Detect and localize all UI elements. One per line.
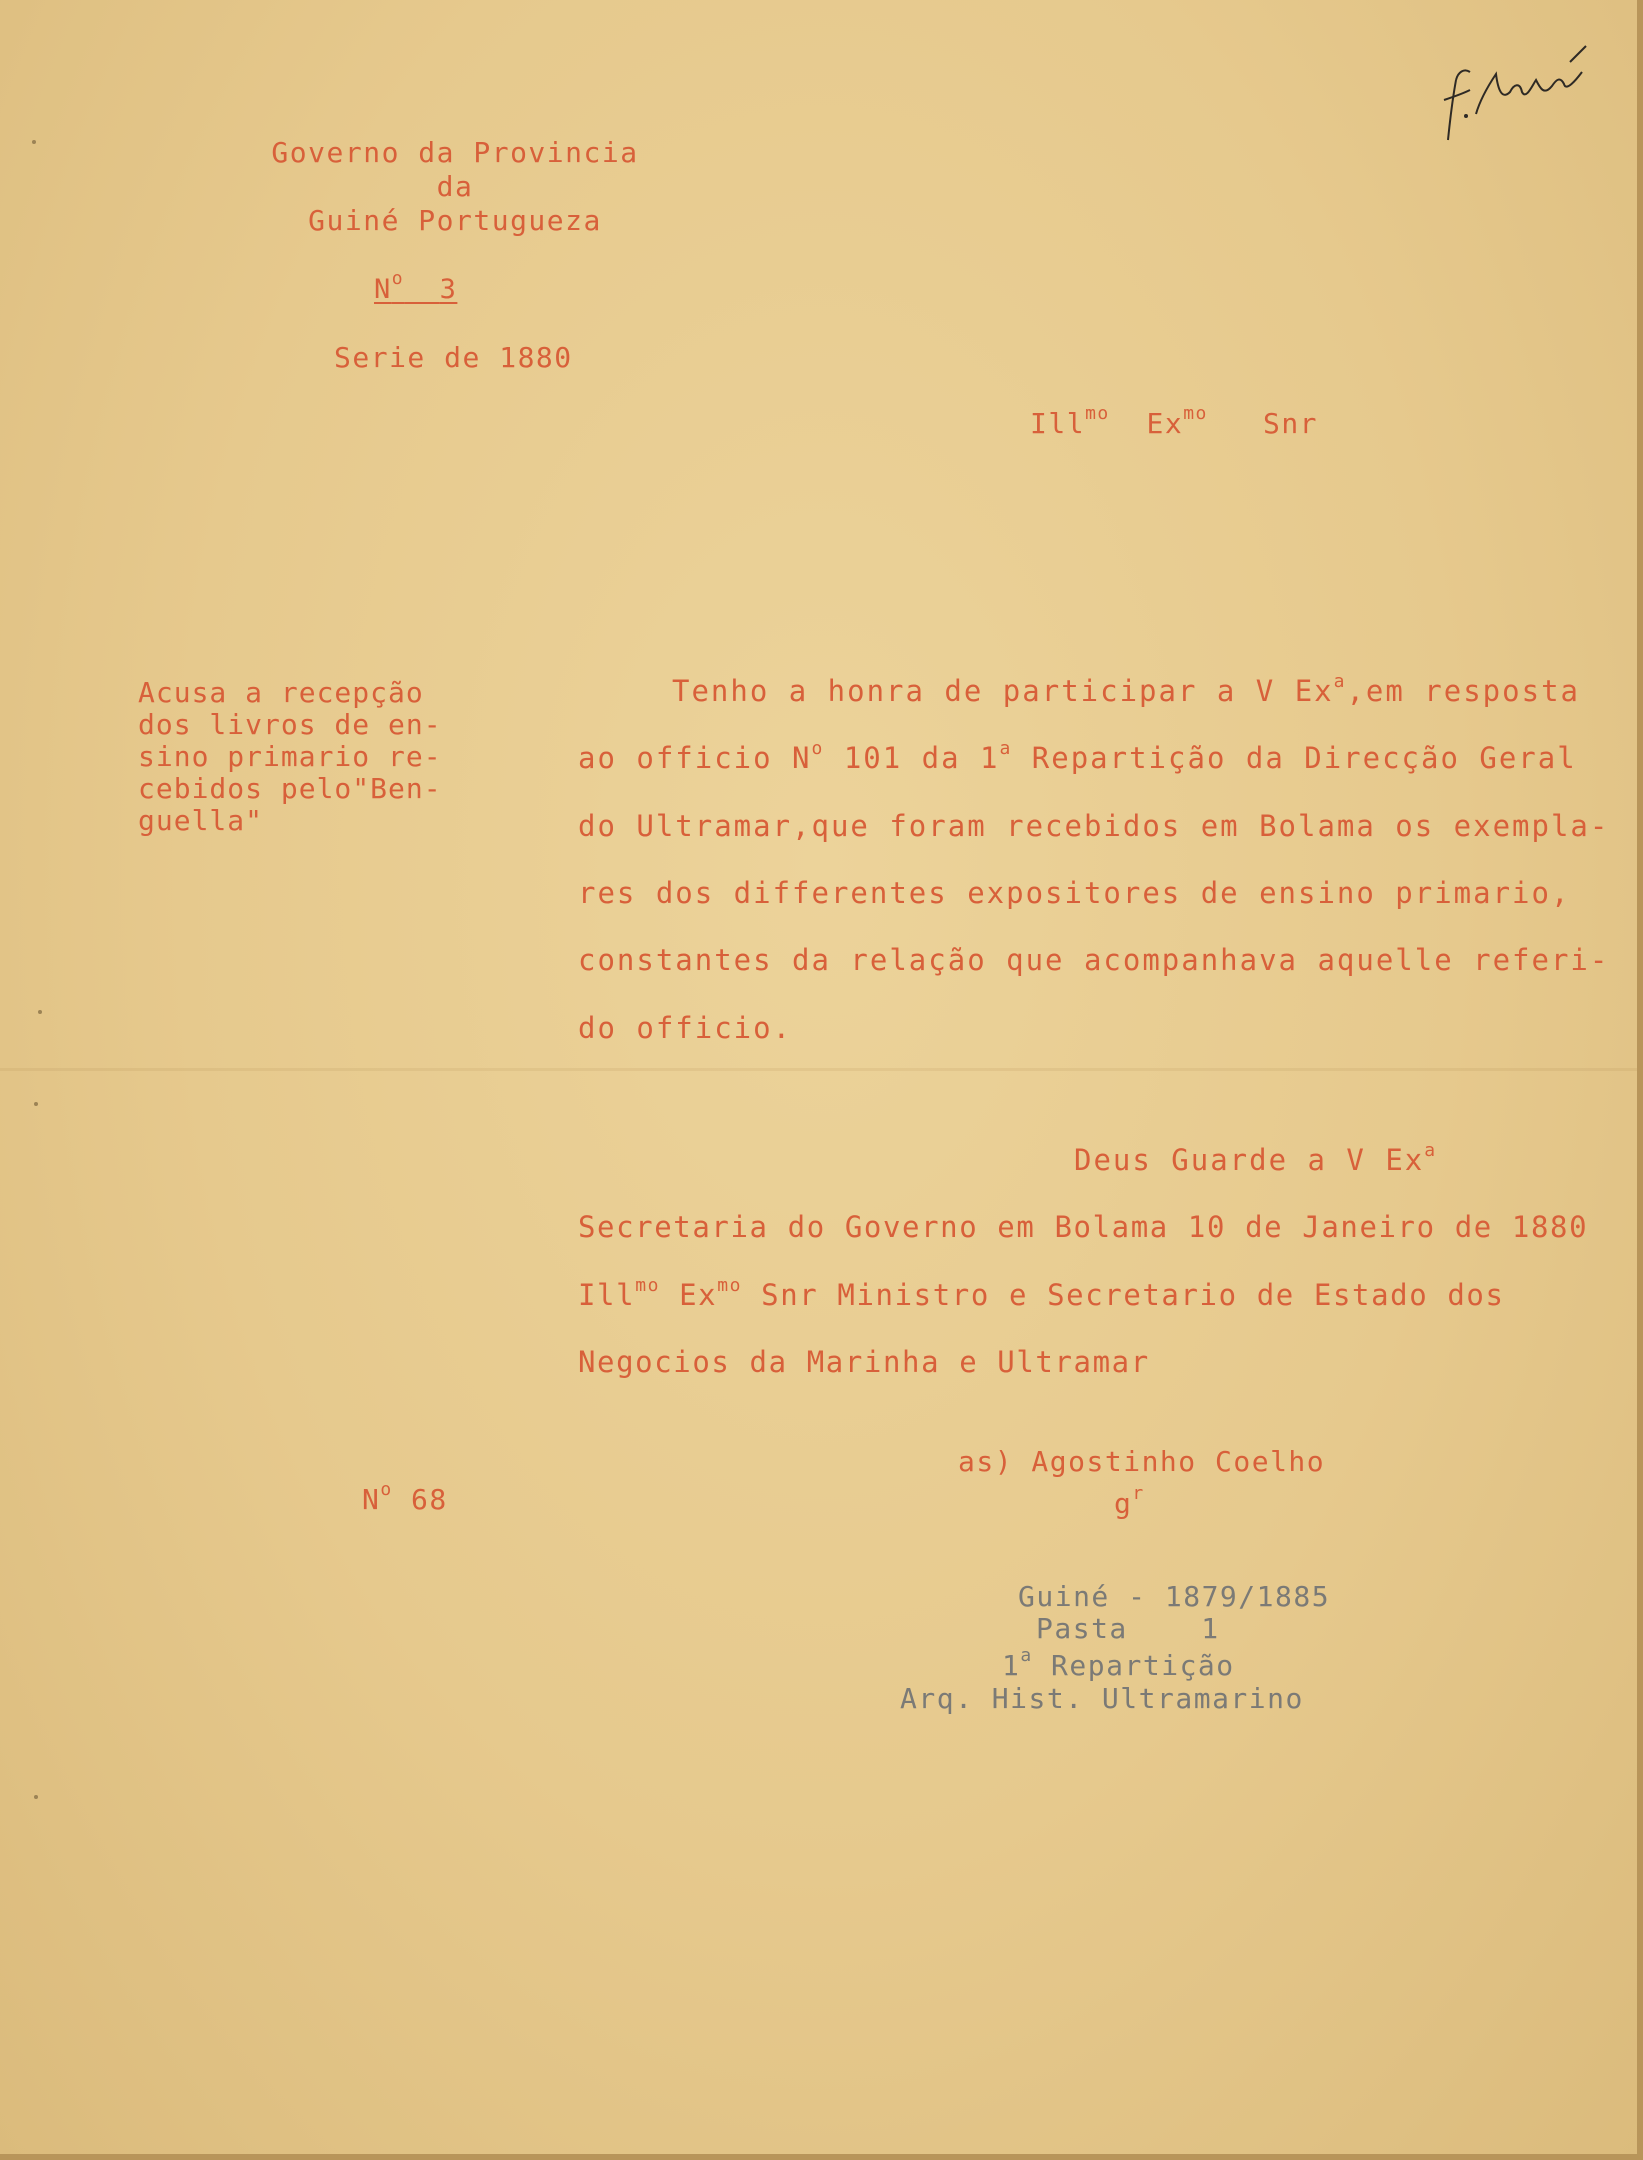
handwritten-signature-mark xyxy=(1436,40,1596,150)
paper-speck xyxy=(38,1010,42,1014)
signed-sub: $g^r$ xyxy=(1114,1483,1145,1520)
header-line-3: Guiné Portugueza xyxy=(308,204,602,237)
margin-note: Acusa a recepção dos livros de en- sino primario re- cebidos pelo"Ben- guella" xyxy=(138,676,442,837)
archive-line-4: Arq. Hist. Ultramarino xyxy=(900,1682,1304,1715)
signed-by: as) Agostinho Coelho xyxy=(958,1445,1326,1478)
body-line: do officio. xyxy=(578,1011,793,1045)
body-line: constantes da relação que acompanhava aquelle referi- xyxy=(578,943,1610,977)
paper-speck xyxy=(32,140,36,144)
body-line: do Ultramar,que foram recebidos em Bolama os exempla- xyxy=(578,809,1610,843)
addressee-line-2: Negocios da Marinha e Ultramar xyxy=(578,1345,1150,1379)
paper-speck xyxy=(34,1795,38,1799)
paper-speck xyxy=(34,1102,38,1106)
place-date: Secretaria do Governo em Bolama 10 de Janeiro de 1880 xyxy=(578,1210,1589,1244)
paper-edge-bottom xyxy=(0,2154,1643,2160)
salutation: Ill$^{mo}$ $Ex^{mo}$ Snr xyxy=(1030,403,1319,440)
paper-edge-right xyxy=(1637,0,1643,2160)
paper-fold xyxy=(0,1068,1643,1071)
archive-line-2: Pasta 1 xyxy=(1036,1612,1220,1645)
closing-blessing: Deus Guarde a V Ex$^a$ xyxy=(1074,1140,1438,1177)
addressee-line-1: Ill$^{mo}$ $Ex^{mo}$ Snr Ministro e Secretario de Estado dos xyxy=(578,1275,1505,1312)
footer-number: $N^o$ 68 xyxy=(362,1479,448,1516)
archive-line-1: Guiné - 1879/1885 xyxy=(1018,1580,1331,1613)
series-year: Serie de 1880 xyxy=(334,341,573,374)
archive-line-3: 1$^a$ Repartição xyxy=(1002,1645,1235,1682)
document-number: $N^o$ 3 xyxy=(374,268,458,305)
body-line: ao officio $N^o$ 101 da 1$^a$ Repartição da Direcção Geral xyxy=(578,738,1577,775)
header-line-1: Governo da Provincia xyxy=(271,136,639,169)
header-line-2: da xyxy=(436,170,474,203)
body-line: res dos differentes expositores de ensino primario, xyxy=(578,876,1571,910)
body-line: Tenho a honra de participar a V Ex$^a$,em resposta xyxy=(672,671,1580,708)
